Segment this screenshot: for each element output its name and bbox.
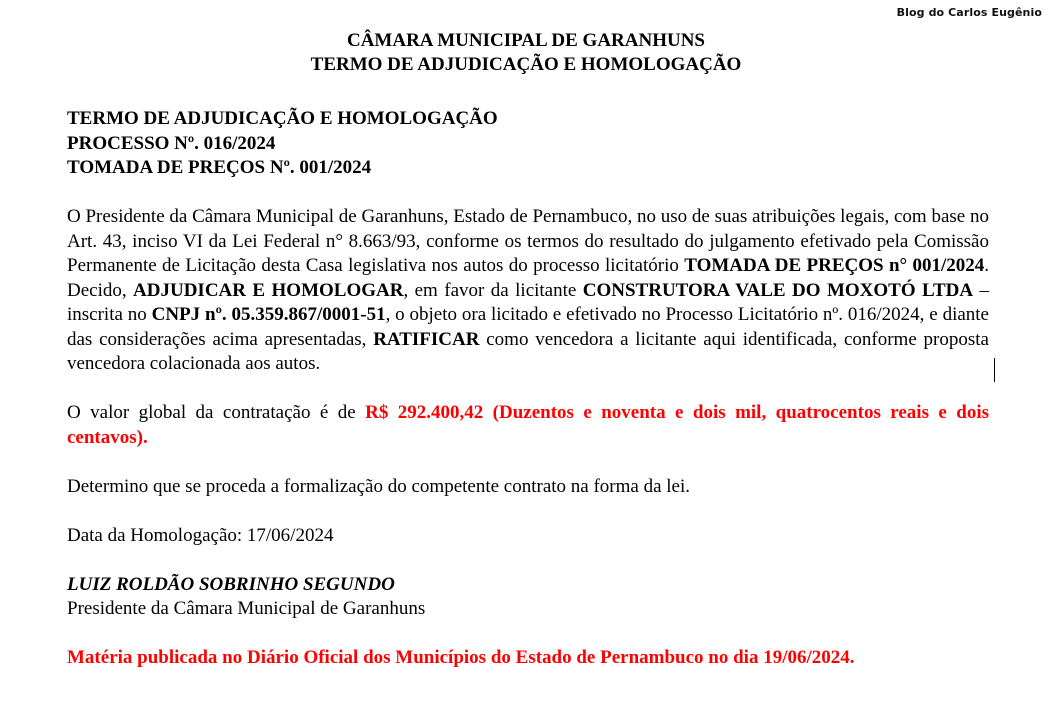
homologation-date: Data da Homologação: 17/06/2024 [67, 524, 334, 546]
spacer [67, 450, 989, 475]
spacer [67, 548, 989, 573]
para1-bold-ratify: RATIFICAR [373, 328, 480, 350]
para1-text-3: , em favor da licitante [403, 279, 583, 301]
spacer [67, 499, 989, 524]
para1-bold-cnpj: CNPJ nº. 05.359.867/0001-51 [151, 304, 386, 325]
title-block [67, 107, 989, 181]
watermark-label: Blog do Carlos Eugênio [896, 6, 1042, 19]
spacer [67, 622, 989, 647]
para1-bold-company: CONSTRUTORA VALE DO MOXOTÓ LTDA [582, 279, 974, 301]
spacer [67, 377, 989, 402]
para1-bold-decision: ADJUDICAR E HOMOLOGAR [133, 279, 404, 301]
header-line-1: CÂMARA MUNICIPAL DE GARANHUNS [346, 30, 705, 51]
document-header [0, 29, 1052, 77]
header-line-2: TERMO DE ADJUDICAÇÃO E HOMOLOGAÇÃO [310, 54, 742, 75]
signer-name: LUIZ ROLDÃO SOBRINHO SEGUNDO [67, 573, 395, 595]
para1-text-4: – inscrita no [67, 279, 990, 325]
text-cursor [994, 358, 995, 382]
tender-number: TOMADA DE PREÇOS Nº. 001/2024 [67, 157, 372, 178]
signer-role: Presidente da Câmara Municipal de Garanhuns [67, 598, 426, 619]
process-number: PROCESSO Nº. 016/2024 [67, 132, 276, 154]
value-intro: O valor global da contratação é de [67, 402, 366, 423]
value-paragraph [67, 401, 989, 450]
publication-note: Matéria publicada no Diário Oficial dos Municípios do Estado de Pernambuco no dia 19/06/2024. [67, 647, 855, 668]
para1-text-1: O Presidente da Câmara Municipal de Garanhuns, Estado de Pernambuco, no uso de suas atribuições legais, com base no Art. 43, inciso VI da Lei Federal n° 8.663/93, conforme os termos do resultado do julgamento efetivado pela Comissão Permanente de Licitação desta Casa legislativa nos autos do processo licitatório [67, 206, 989, 276]
para1-text-5: , o objeto ora licitado e efetivado no Processo Licitatório nº. 016/2024, e diante das considerações acima apresentadas, [67, 304, 989, 350]
para1-text-2: . Decido, [67, 255, 990, 301]
title-line-1: TERMO DE ADJUDICAÇÃO E HOMOLOGAÇÃO [67, 108, 498, 129]
spacer [67, 181, 989, 206]
adjudication-paragraph [67, 205, 989, 377]
para1-text-6: como vencedora a licitante aqui identificada, conforme proposta vencedora colacionada aos autos. [67, 328, 989, 374]
document-body [67, 107, 989, 671]
contract-value: R$ 292.400,42 (Duzentos e noventa e dois mil, quatrocentos reais e dois centavos). [67, 402, 989, 448]
formalization-paragraph: Determino que se proceda a formalização do competente contrato na forma da lei. [67, 475, 691, 497]
para1-bold-tender: TOMADA DE PREÇOS n° 001/2024 [684, 255, 985, 276]
